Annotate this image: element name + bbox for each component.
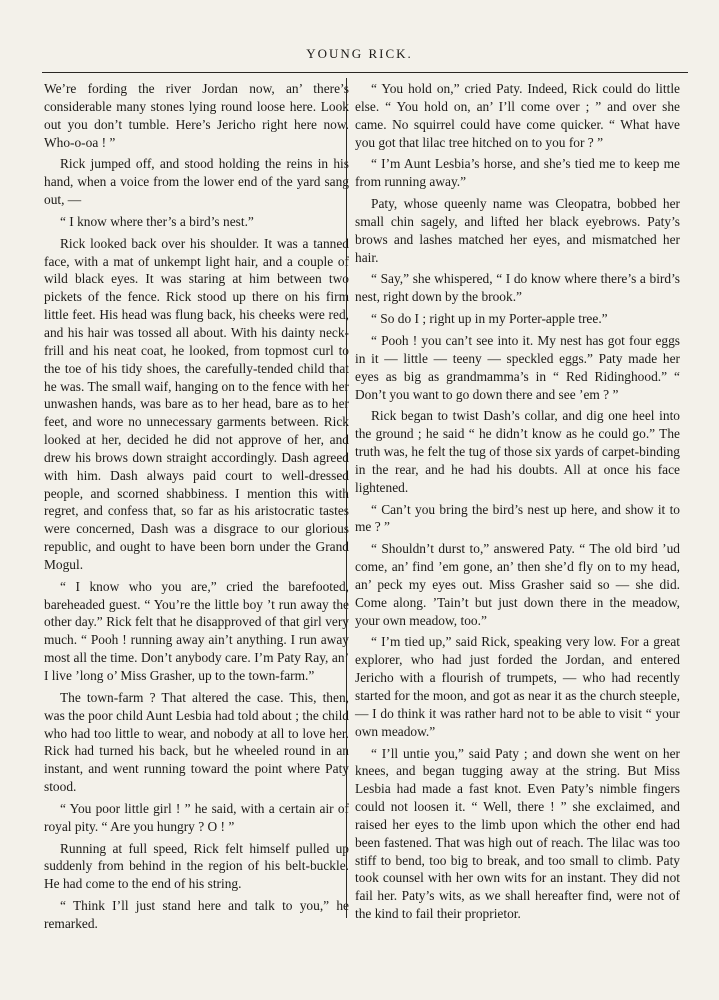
- paragraph: “ You poor little girl ! ” he said, with a certain air of royal pity. “ Are you hungry ? O ! ”: [44, 800, 349, 834]
- header-rule: [42, 72, 688, 73]
- paragraph: “ Can’t you bring the bird’s nest up here, and show it to me ? ”: [355, 501, 680, 535]
- left-column: [44, 80, 349, 937]
- paragraph: “ Shouldn’t durst to,” answered Paty. “ The old bird ’ud come, an’ find ’em gone, an’ then she’d fly on to my head, an’ peck my eyes out. Miss Grasher said so — she did. Come along. ’Tain’t but just down there in the meadow, your own meadow, too.”: [355, 541, 680, 628]
- paragraph: Rick jumped off, and stood holding the reins in his hand, when a voice from the lower end of the yard sang out, —: [44, 156, 349, 208]
- paragraph: Running at full speed, Rick felt himself pulled up suddenly from behind in the region of his belt-buckle. He had come to the end of his string.: [44, 840, 349, 892]
- paragraph: “ Say,” she whispered, “ I do know where there’s a bird’s nest, right down by the brook.”: [355, 271, 680, 305]
- paragraph: The town-farm ? That altered the case. This, then, was the poor child Aunt Lesbia had told about ; the child who had too little to wear, and nobody at all to love her. Rick had turned his back, but he wheeled round in an instant, and went running toward the point where Paty stood.: [44, 689, 349, 795]
- paragraph: “ Think I’ll just stand here and talk to you,” he remarked.: [44, 898, 349, 931]
- paragraph: “ I’ll untie you,” said Paty ; and down she went on her knees, and began tugging away at the string. But Miss Lesbia had made a fast knot. Even Paty’s nimble fingers could not loosen it. “ Well, there ! ” she exclaimed, and raised her eyes to the limb upon which the other end had been fastened. That was high out of reach. The lilac was too stiff to bend, too big to break, and too small to climb. Paty took counsel with her own wits for an instant. They did not fail her. Paty’s wits, as we shall hereafter find, were not of the kind to fail their proprietor.: [355, 745, 680, 922]
- paragraph: We’re fording the river Jordan now, an’ there’s considerable many stones lying round loose here. Look out you don’t tumble. Here’s Jericho right here now. Who-o-oa ! ”: [44, 81, 349, 150]
- column-divider: [346, 78, 347, 918]
- paragraph: “ I know who you are,” cried the barefooted, bareheaded guest. “ You’re the little boy ’t run away the other day.” Rick felt that he disapproved of that girl very much. “ Pooh ! running away ain’t anything. I run away most all the time. Don’t anybody care. I’m Paty Ray, an’ I live ’long o’ Miss Grasher, up to the town-farm.”: [44, 578, 349, 683]
- running-head: YOUNG RICK.: [306, 46, 413, 61]
- paragraph: “ Pooh ! you can’t see into it. My nest has got four eggs in it — little — teeny — speckled eggs.” Paty made her eyes as big as grandmamma’s in “ Red Ridinghood.” “ Don’t you want to go down there and see ’em ? ”: [355, 332, 680, 402]
- paragraph: “ I know where ther’s a bird’s nest.”: [60, 213, 254, 229]
- paragraph: Paty, whose queenly name was Cleopatra, bobbed her small chin sagely, and lifted her black eyebrows. Paty’s brows and lashes matched her eyes, and mismatched her hair.: [355, 196, 680, 265]
- paragraph: “ You hold on,” cried Paty. Indeed, Rick could do little else. “ You hold on, an’ I’ll come over ; ” and over she came. No squirrel could have come quicker. “ What have you got that lilac tree hitched on to you for ? ”: [355, 81, 680, 150]
- paragraph: “ I’m Aunt Lesbia’s horse, and she’s tied me to keep me from running away.”: [355, 156, 680, 190]
- paragraph: “ I’m tied up,” said Rick, speaking very low. For a great explorer, who had just forded the Jordan, and entered Jericho with a flourish of trumpets, — who had recently started for the moon, and got as near it as the church steeple, — I do think it was rather hard not to be able to visit “ your own meadow.”: [355, 634, 680, 739]
- right-column: [355, 80, 680, 927]
- paragraph: “ So do I ; right up in my Porter-apple tree.”: [371, 311, 608, 327]
- paragraph: Rick began to twist Dash’s collar, and dig one heel into the ground ; he said “ he didn’t know as he could go.” The truth was, he felt the tug of those six yards of carpet-binding in the rear, and he had his doubts. All at once his face lightened.: [355, 408, 680, 495]
- paragraph: Rick looked back over his shoulder. It was a tanned face, with a mat of unkempt light hair, and a couple of wild black eyes. It was staring at him between two pickets of the fence. Rick stood up there on his firm little feet. His head was flung back, his cheeks were red, and his hair was tossed all about. With his dainty neck-frill and his neat coat, he looked, from topmost curl to the toe of his tidy shoes, the carefully-tended child that he was. The small waif, hanging on to the fence with her unwashen hands, was bare as to her head, bare as to her feet, and wore no unnecessary garments between. Rick looked at her, decided he did not approve of her, and drew his brows down straight accordingly. Dash agreed with him. Dash always paid court to well-dressed people, and scorned shabbiness. I mention this with regret, and confess that, so far as his aristocratic tastes were concerned, Dash was a disgrace to our glorious republic, and ought to have been born under the Grand Mogul.: [44, 235, 349, 572]
